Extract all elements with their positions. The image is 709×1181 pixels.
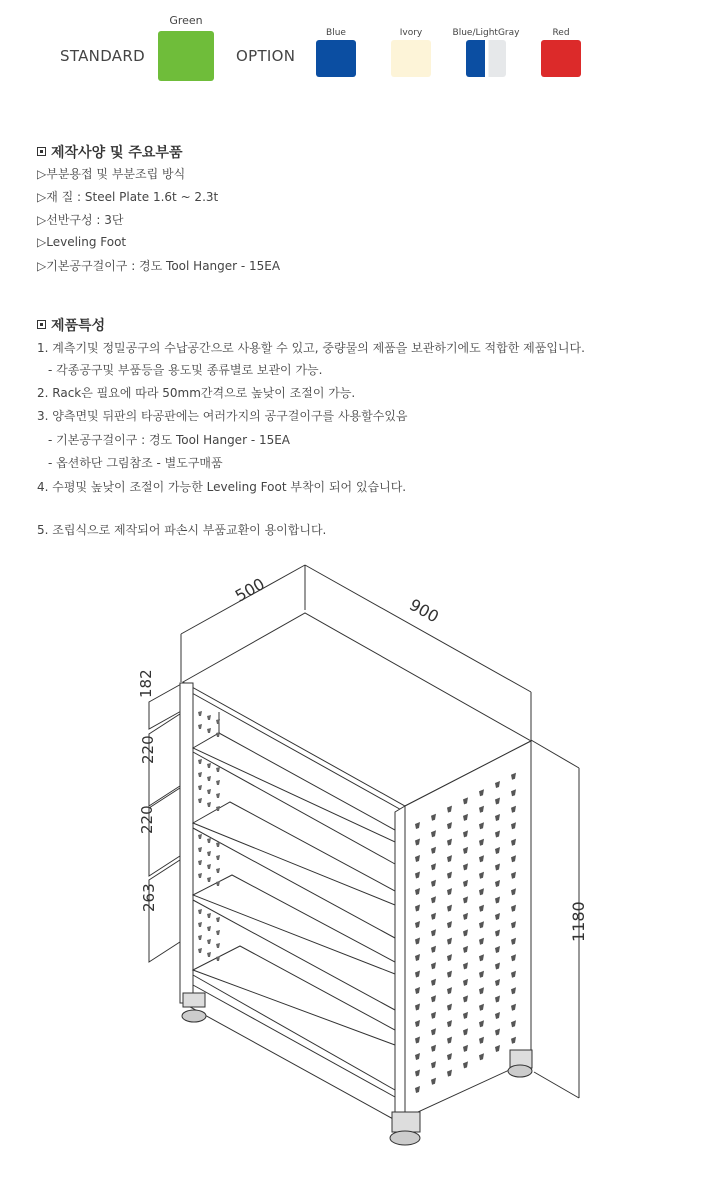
feature-line: - 기본공구걸이구 : 경도 Tool Hanger - 15EA [48,433,291,447]
standard-label: STANDARD [60,47,145,65]
dim-height-label: 1180 [569,901,588,942]
perforation-hole [207,851,211,856]
perforation-hole [198,785,202,790]
dim-gap-1-label: 182 [137,669,155,698]
perforation-hole [207,913,211,918]
dim-depth-label: 900 [406,594,443,627]
spec-item: ▷재 질 : Steel Plate 1.6t ~ 2.3t [37,190,219,204]
perforation-hole [207,939,211,944]
perforation-hole [207,776,211,781]
perforation-hole [198,711,202,716]
perforation-hole [198,860,202,865]
rack-drawing [0,550,709,1181]
square-bullet-icon [37,320,46,329]
feature-line: 4. 수평및 높낮이 조절이 가능한 Leveling Foot 부착이 되어 있습니다. [37,480,407,494]
features-title: 제품특성 [37,315,105,335]
perforation-hole [198,909,202,914]
red-swatch [541,40,581,77]
perforation-hole [198,847,202,852]
green-label: Green [169,14,203,27]
blue-label: Blue [326,28,346,38]
red-label: Red [552,28,570,38]
perforation-hole [216,767,220,772]
spec-title: 제작사양 및 주요부품 [37,142,182,162]
perforation-hole [216,917,220,922]
perforation-hole [216,793,220,798]
perforation-hole [216,855,220,860]
spec-item: ▷Leveling Foot [37,235,127,249]
perforation-hole [198,922,202,927]
square-bullet-icon [37,147,46,156]
perforation-hole [198,772,202,777]
feature-line: 5. 조립식으로 제작되어 파손시 부품교환이 용이합니다. [37,523,327,537]
perforation-hole [207,789,211,794]
blue-lightgray-swatch [466,40,506,77]
feature-line: - 옵션하단 그림참조 - 별도구매품 [48,456,223,470]
perforation-hole [216,780,220,785]
spec-item: ▷선반구성 : 3단 [37,213,124,227]
perforation-hole [207,838,211,843]
perforation-hole [198,724,202,729]
spec-item: ▷기본공구걸이구 : 경도 Tool Hanger - 15EA [37,259,281,273]
feature-line: 1. 계측기및 정밀공구의 수납공간으로 사용할 수 있고, 중량물의 제품을 보관하기에도 적합한 제품입니다. [37,341,585,355]
ivory-label: Ivory [399,28,423,38]
perforation-hole [198,873,202,878]
perforation-hole [198,759,202,764]
feature-line: 2. Rack은 필요에 따라 50mm간격으로 높낮이 조절이 가능. [37,386,356,400]
perforation-hole [207,763,211,768]
perforation-hole [198,935,202,940]
perforation-hole [207,802,211,807]
perforation-hole [216,943,220,948]
perforation-hole [216,930,220,935]
option-label: OPTION [236,47,296,65]
perforation-hole [207,728,211,733]
spec-item: ▷부분용접 및 부분조립 방식 [37,167,186,181]
feature-line: - 각종공구및 부품등을 용도및 종류별로 보관이 가능. [48,363,323,377]
blue-lightgray-label: Blue/LightGray [452,28,520,38]
perforation-hole [198,948,202,953]
dim-gap-4-label: 263 [140,883,158,912]
perforation-hole [207,926,211,931]
perforation-hole [198,834,202,839]
dim-gap-3-label: 220 [138,805,156,834]
ivory-swatch [391,40,431,77]
feature-line: 3. 양측면및 뒤판의 타공판에는 여러가지의 공구걸이구를 사용할수있음 [37,409,408,423]
perforation-hole [216,868,220,873]
perforation-hole [198,798,202,803]
green-swatch [158,31,214,81]
perforation-hole [216,842,220,847]
perforation-hole [207,715,211,720]
perforation-hole [207,864,211,869]
dim-width-label: 500 [231,574,268,606]
perforation-hole [207,877,211,882]
perforation-hole [207,952,211,957]
dim-gap-2-label: 220 [139,735,157,764]
blue-swatch [316,40,356,77]
